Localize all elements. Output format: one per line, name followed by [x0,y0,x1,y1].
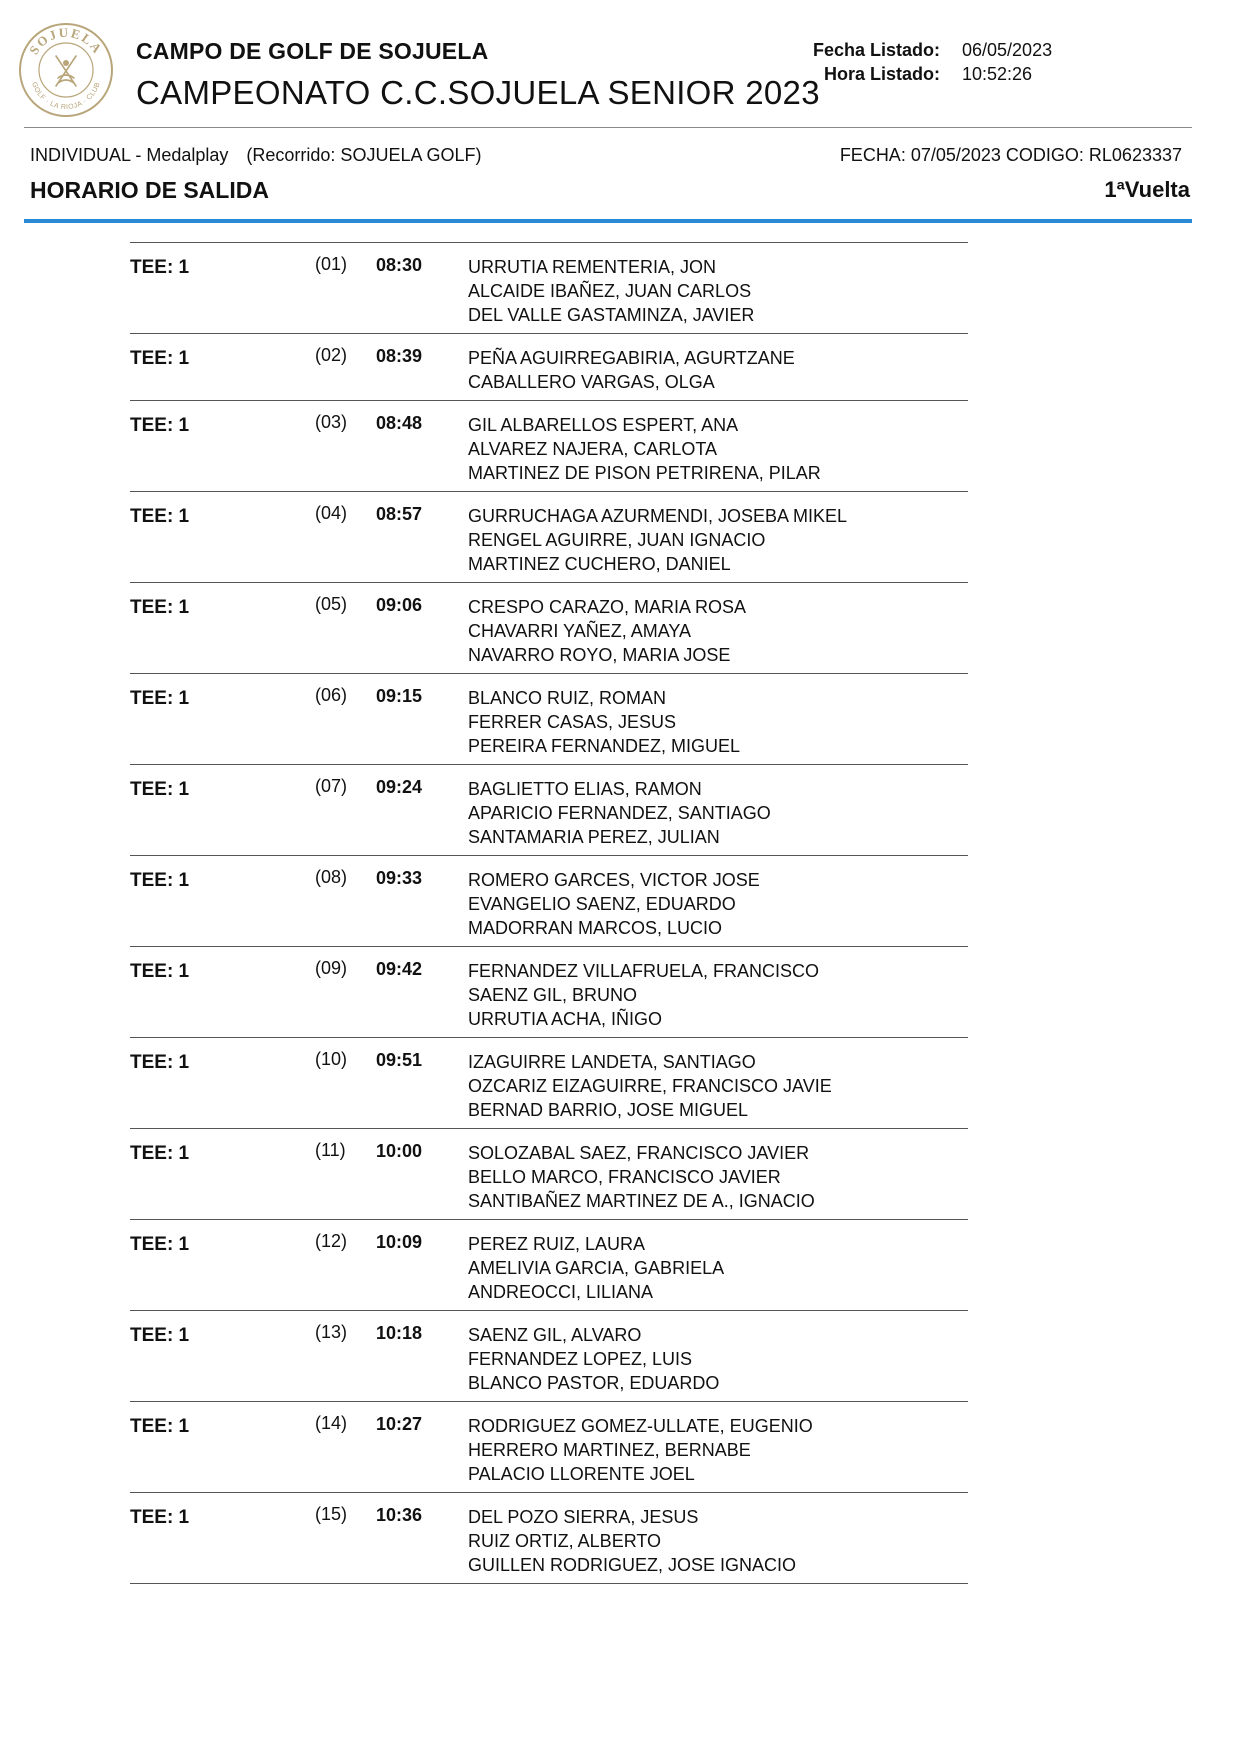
player-name: BLANCO PASTOR, EDUARDO [468,1373,720,1393]
group-number: (08) [315,867,348,887]
group-number: (13) [315,1322,348,1342]
player-list [468,1311,968,1401]
start-time: 08:57 [376,504,423,524]
player-list [468,583,968,673]
competition-format [30,145,481,166]
tee-group [130,765,968,856]
listing-date-label: Fecha Listado: [812,40,940,60]
group-number: (04) [315,503,348,523]
group-number: (07) [315,776,348,796]
listing-meta-values [962,38,1052,86]
tee-label: TEE: 1 [130,257,190,278]
svg-text:SOJUELA: SOJUELA [25,24,106,58]
course-text: (Recorrido: SOJUELA GOLF) [246,145,482,165]
player-name: CABALLERO VARGAS, OLGA [468,372,715,392]
player-name: SANTIBAÑEZ MARTINEZ DE A., IGNACIO [468,1191,815,1211]
tee-group [130,674,968,765]
tee-label: TEE: 1 [130,870,190,891]
player-list [468,674,968,764]
group-number: (12) [315,1231,348,1251]
player-name: PEREIRA FERNANDEZ, MIGUEL [468,736,741,756]
player-name: RUIZ ORTIZ, ALBERTO [468,1531,662,1551]
tee-label: TEE: 1 [130,415,190,436]
tee-group [130,401,968,492]
listing-time-label: Hora Listado: [823,64,940,84]
player-list [468,765,968,855]
format-text: INDIVIDUAL - Medalplay [30,145,229,165]
player-name: GURRUCHAGA AZURMENDI, JOSEBA MIKEL [468,506,848,526]
player-name: ANDREOCCI, LILIANA [468,1282,654,1302]
player-list [468,1038,968,1128]
start-time: 10:36 [376,1505,423,1525]
start-time: 08:39 [376,346,423,366]
group-number: (02) [315,345,348,365]
player-name: URRUTIA REMENTERIA, JON [468,257,717,277]
player-name: RODRIGUEZ GOMEZ-ULLATE, EUGENIO [468,1416,813,1436]
club-logo [18,22,114,118]
player-name: PEÑA AGUIRREGABIRIA, AGURTZANE [468,348,795,368]
tee-times-list [130,242,968,1584]
tee-label: TEE: 1 [130,506,190,527]
competition-title: CAMPEONATO C.C.SOJUELA SENIOR 2023 [136,74,820,111]
player-name: RENGEL AGUIRRE, JUAN IGNACIO [468,530,766,550]
header-divider [24,127,1192,128]
player-list [468,1220,968,1310]
player-name: PALACIO LLORENTE JOEL [468,1464,695,1484]
player-list [468,401,968,491]
player-list [468,334,968,400]
group-number: (03) [315,412,348,432]
player-name: APARICIO FERNANDEZ, SANTIAGO [468,803,771,823]
player-name: ALCAIDE IBAÑEZ, JUAN CARLOS [468,281,752,301]
player-name: NAVARRO ROYO, MARIA JOSE [468,645,731,665]
round-label: 1ªVuelta [1104,177,1190,202]
tee-group [130,856,968,947]
tee-label: TEE: 1 [130,1416,190,1437]
player-list [468,1493,968,1583]
player-name: BLANCO RUIZ, ROMAN [468,688,667,708]
player-name: AMELIVIA GARCIA, GABRIELA [468,1258,725,1278]
start-time: 10:00 [376,1141,423,1161]
player-name: ROMERO GARCES, VICTOR JOSE [468,870,760,890]
tee-label: TEE: 1 [130,1143,190,1164]
group-number: (06) [315,685,348,705]
player-name: URRUTIA ACHA, IÑIGO [468,1009,663,1029]
listing-time-value: 10:52:26 [962,64,1033,84]
section-title: HORARIO DE SALIDA [30,177,269,203]
start-time: 10:09 [376,1232,423,1252]
player-name: BERNAD BARRIO, JOSE MIGUEL [468,1100,749,1120]
player-name: SAENZ GIL, BRUNO [468,985,638,1005]
start-time: 09:42 [376,959,423,979]
tee-label: TEE: 1 [130,348,190,369]
player-name: IZAGUIRRE LANDETA, SANTIAGO [468,1052,756,1072]
tee-group [130,1038,968,1129]
player-name: BELLO MARCO, FRANCISCO JAVIER [468,1167,781,1187]
tee-group [130,1129,968,1220]
group-number: (09) [315,958,348,978]
tee-label: TEE: 1 [130,688,190,709]
player-name: MARTINEZ CUCHERO, DANIEL [468,554,731,574]
player-name: DEL POZO SIERRA, JESUS [468,1507,699,1527]
start-time: 09:06 [376,595,423,615]
group-number: (01) [315,254,348,274]
start-time: 08:48 [376,413,423,433]
player-name: FERRER CASAS, JESUS [468,712,677,732]
sojuela-logo-icon [18,22,114,118]
player-name: PEREZ RUIZ, LAURA [468,1234,646,1254]
player-name: FERNANDEZ LOPEZ, LUIS [468,1349,693,1369]
player-list [468,1129,968,1219]
group-number: (14) [315,1413,348,1433]
tee-group [130,243,968,334]
player-name: OZCARIZ EIZAGUIRRE, FRANCISCO JAVIE [468,1076,832,1096]
player-name: DEL VALLE GASTAMINZA, JAVIER [468,305,755,325]
player-name: SANTAMARIA PEREZ, JULIAN [468,827,720,847]
start-time: 10:27 [376,1414,423,1434]
tee-group [130,1402,968,1493]
player-name: MARTINEZ DE PISON PETRIRENA, PILAR [468,463,821,483]
player-name: FERNANDEZ VILLAFRUELA, FRANCISCO [468,961,820,981]
tee-group [130,1220,968,1311]
club-name: CAMPO DE GOLF DE SOJUELA [136,38,489,64]
player-name: HERRERO MARTINEZ, BERNABE [468,1440,751,1460]
start-time: 09:15 [376,686,423,706]
start-time: 08:30 [376,255,423,275]
date-code: FECHA: 07/05/2023 CODIGO: RL0623337 [839,145,1182,165]
player-name: SAENZ GIL, ALVARO [468,1325,642,1345]
player-list [468,1402,968,1492]
tee-label: TEE: 1 [130,779,190,800]
tee-label: TEE: 1 [130,1234,190,1255]
accent-divider [24,219,1192,223]
player-list [468,947,968,1037]
player-list [468,243,968,333]
player-name: GIL ALBARELLOS ESPERT, ANA [468,415,739,435]
player-name: CRESPO CARAZO, MARIA ROSA [468,597,747,617]
tee-label: TEE: 1 [130,1052,190,1073]
listing-meta-labels [813,38,940,86]
group-number: (10) [315,1049,348,1069]
start-time: 09:51 [376,1050,423,1070]
player-list [468,856,968,946]
tee-group [130,334,968,401]
start-time: 09:24 [376,777,423,797]
start-time: 10:18 [376,1323,423,1343]
player-name: CHAVARRI YAÑEZ, AMAYA [468,621,692,641]
tee-group [130,583,968,674]
tee-label: TEE: 1 [130,1507,190,1528]
tee-label: TEE: 1 [130,1325,190,1346]
tee-group [130,947,968,1038]
player-name: ALVAREZ NAJERA, CARLOTA [468,439,718,459]
tee-label: TEE: 1 [130,961,190,982]
tee-label: TEE: 1 [130,597,190,618]
player-list [468,492,968,582]
player-name: MADORRAN MARCOS, LUCIO [468,918,723,938]
group-number: (15) [315,1504,348,1524]
svg-text:GOLF · LA RIOJA · CLUB: GOLF · LA RIOJA · CLUB [30,81,102,112]
tee-group [130,1493,968,1584]
player-name: EVANGELIO SAENZ, EDUARDO [468,894,736,914]
tee-group [130,1311,968,1402]
player-name: BAGLIETTO ELIAS, RAMON [468,779,702,799]
player-name: SOLOZABAL SAEZ, FRANCISCO JAVIER [468,1143,810,1163]
player-name: GUILLEN RODRIGUEZ, JOSE IGNACIO [468,1555,797,1575]
start-time: 09:33 [376,868,423,888]
group-number: (11) [315,1140,346,1160]
group-number: (05) [315,594,348,614]
listing-date-value: 06/05/2023 [962,40,1053,60]
tee-group [130,492,968,583]
